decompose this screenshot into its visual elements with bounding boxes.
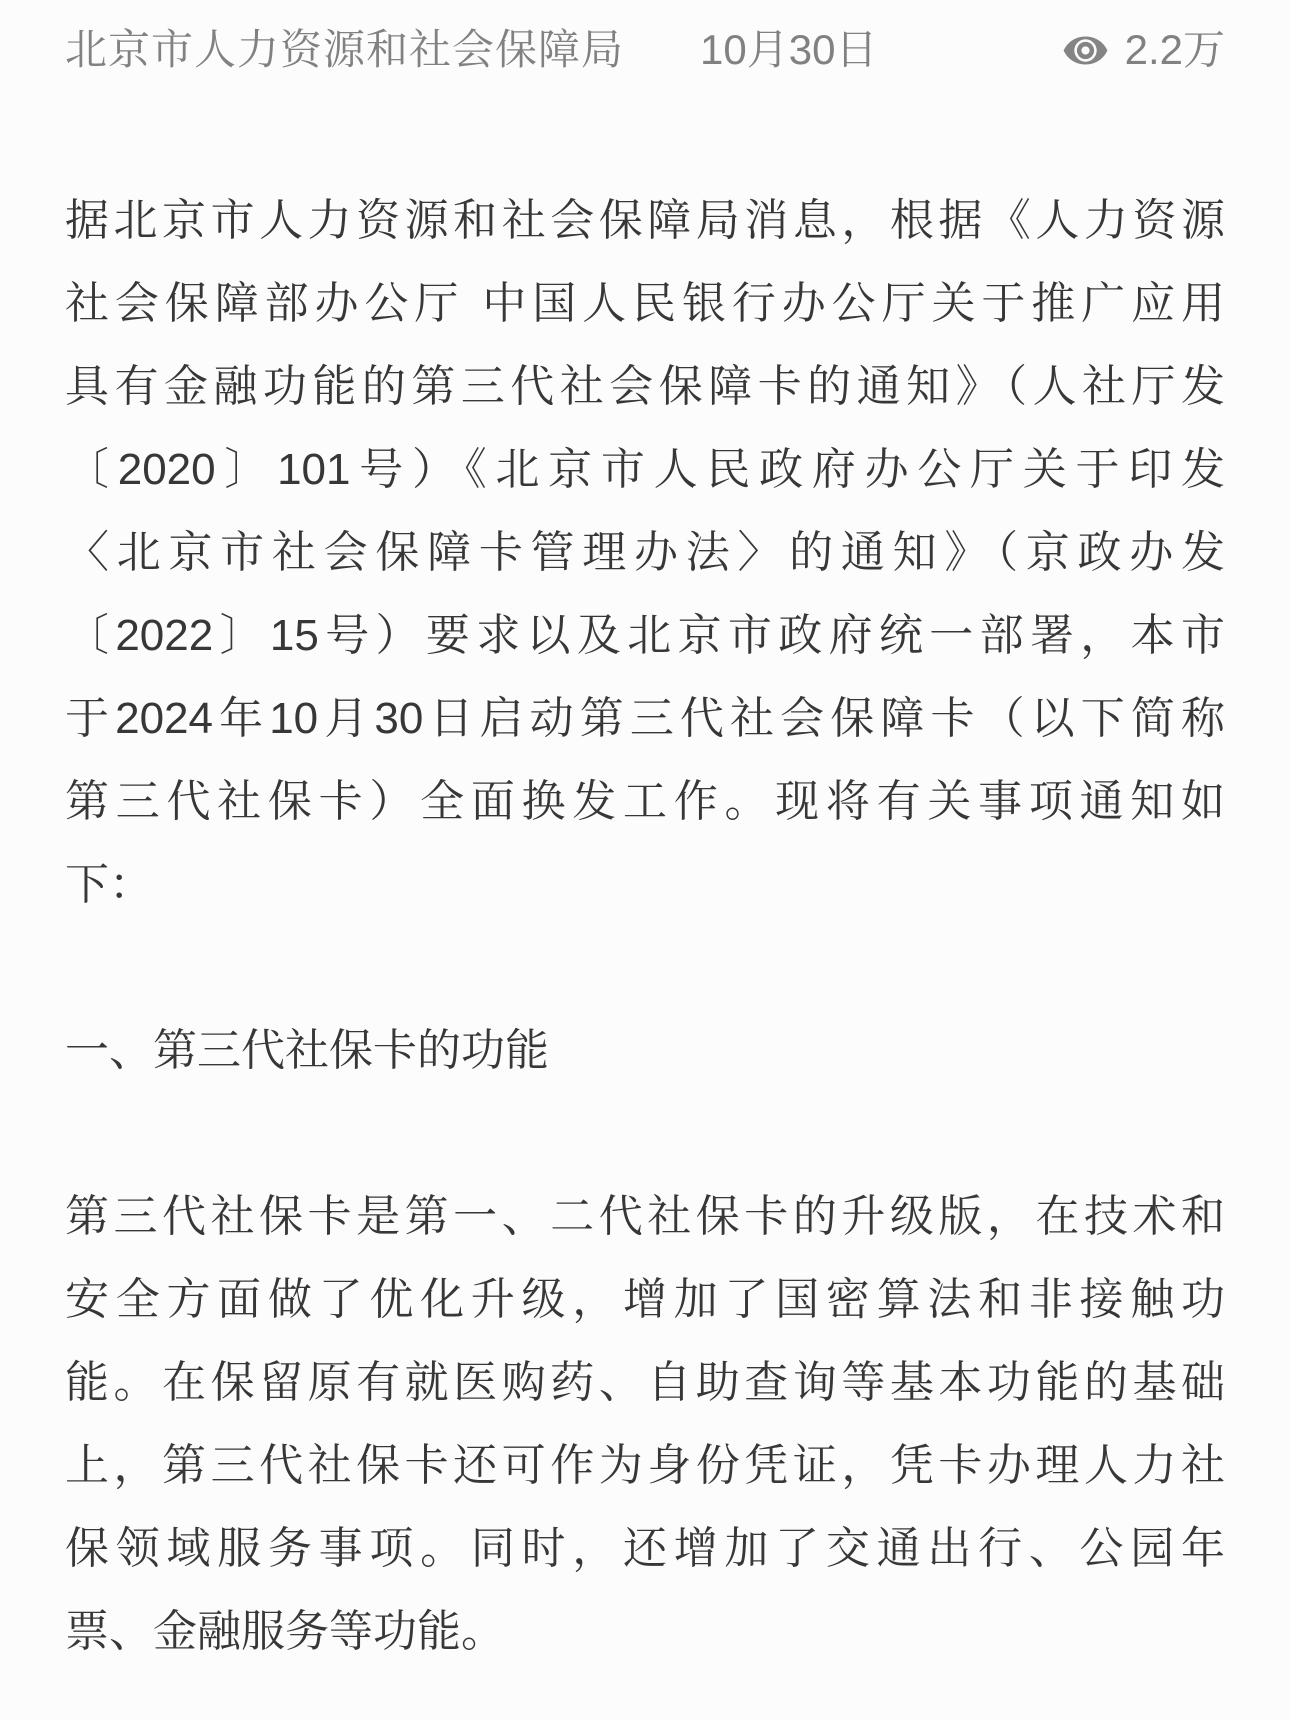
section-heading: 一、第三代社保卡的功能 (65, 1026, 549, 1075)
author-name[interactable]: 北京市人力资源和社会保障局 (65, 26, 625, 73)
paragraph-1 (65, 179, 1225, 926)
text-line: 上，第三代社保卡还可作为身份凭证，凭卡办理人力社 (65, 1441, 1225, 1490)
paragraph-2 (65, 1175, 1225, 1673)
text-line: 具有金融功能的第三代社会保障卡的通知》（人社厅发 (65, 362, 1225, 411)
text-line: 据北京市人力资源和社会保障局消息，根据《人力资源 (65, 196, 1225, 245)
text-line: 〔2022〕15号）要求以及北京市政府统一部署，本市 (65, 611, 1225, 660)
eye-icon (1063, 36, 1108, 65)
text-line: 第三代社保卡是第一、二代社保卡的升级版，在技术和 (65, 1192, 1225, 1241)
post-header (65, 25, 1225, 75)
text-line: 〔2020〕101号）《北京市人民政府办公厅关于印发 (65, 445, 1225, 494)
text-line: 票、金融服务等功能。 (65, 1607, 505, 1656)
text-line: 于2024年10月30日启动第三代社会保障卡（以下简称 (65, 694, 1225, 743)
views-counter (1063, 25, 1225, 75)
text-line: 社会保障部办公厅 中国人民银行办公厅关于推广应用 (65, 279, 1225, 328)
post-date: 10月30日 (700, 26, 878, 73)
text-line: 第三代社保卡）全面换发工作。现将有关事项通知如 (65, 777, 1225, 826)
text-line: 下： (65, 860, 153, 909)
text-line: 能。在保留原有就医购药、自助查询等基本功能的基础 (65, 1358, 1225, 1407)
text-line: 安全方面做了优化升级，增加了国密算法和非接触功 (65, 1275, 1225, 1324)
text-line: 〈北京市社会保障卡管理办法〉的通知》（京政办发 (65, 528, 1225, 577)
text-line: 保领域服务事项。同时，还增加了交通出行、公园年 (65, 1524, 1225, 1573)
article-body (65, 179, 1225, 1673)
views-count: 2.2万 (1124, 26, 1225, 73)
section-heading-block (65, 1009, 1225, 1092)
